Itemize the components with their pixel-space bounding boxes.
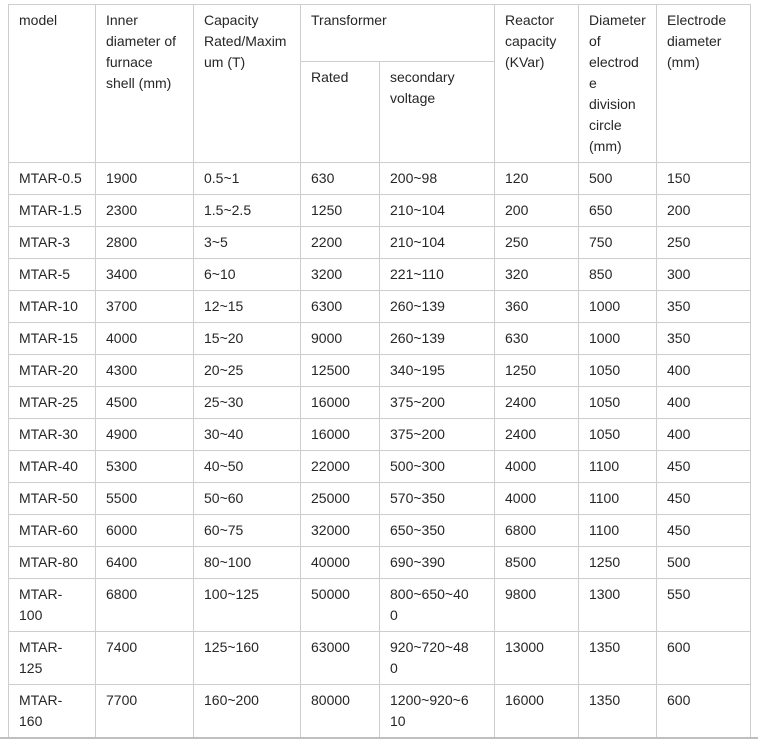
table-cell: 500~300 bbox=[380, 451, 495, 483]
table-cell: MTAR-10 bbox=[9, 291, 96, 323]
table-cell: MTAR-40 bbox=[9, 451, 96, 483]
table-cell: 400 bbox=[657, 419, 751, 451]
table-row bbox=[9, 632, 751, 685]
table-cell: 13000 bbox=[495, 632, 579, 685]
table-cell: 600 bbox=[657, 632, 751, 685]
table-cell: 1250 bbox=[579, 547, 657, 579]
table-cell: 5500 bbox=[96, 483, 194, 515]
table-row bbox=[9, 579, 751, 632]
table-cell: MTAR-160 bbox=[9, 685, 96, 738]
table-cell: 7400 bbox=[96, 632, 194, 685]
table-cell: MTAR-5 bbox=[9, 259, 96, 291]
table-cell: 2400 bbox=[495, 419, 579, 451]
table-cell: 8500 bbox=[495, 547, 579, 579]
table-cell: 1050 bbox=[579, 387, 657, 419]
table-cell: 200 bbox=[495, 195, 579, 227]
table-cell: 375~200 bbox=[380, 387, 495, 419]
table-row bbox=[9, 515, 751, 547]
table-cell: 450 bbox=[657, 483, 751, 515]
table-cell: 1100 bbox=[579, 483, 657, 515]
table-cell: 1250 bbox=[301, 195, 380, 227]
table-cell: 221~110 bbox=[380, 259, 495, 291]
table-cell: 4900 bbox=[96, 419, 194, 451]
table-cell: 800~650~400 bbox=[380, 579, 495, 632]
column-header-transformer-secondary-voltage: secondary voltage bbox=[380, 61, 495, 162]
table-cell: MTAR-30 bbox=[9, 419, 96, 451]
table-cell: 1.5~2.5 bbox=[194, 195, 301, 227]
table-cell: 25000 bbox=[301, 483, 380, 515]
column-header-transformer: Transformer bbox=[301, 5, 495, 62]
table-cell: 12~15 bbox=[194, 291, 301, 323]
table-cell: 1000 bbox=[579, 323, 657, 355]
table-cell: 120 bbox=[495, 163, 579, 195]
table-cell: MTAR-20 bbox=[9, 355, 96, 387]
table-cell: 1350 bbox=[579, 685, 657, 738]
table-cell: MTAR-15 bbox=[9, 323, 96, 355]
table-cell: 210~104 bbox=[380, 227, 495, 259]
table-cell: 650 bbox=[579, 195, 657, 227]
table-cell: MTAR-80 bbox=[9, 547, 96, 579]
table-cell: MTAR-50 bbox=[9, 483, 96, 515]
column-header-transformer-rated: Rated bbox=[301, 61, 380, 162]
table-cell: 600 bbox=[657, 685, 751, 738]
table-cell: 750 bbox=[579, 227, 657, 259]
table-cell: 5300 bbox=[96, 451, 194, 483]
table-cell: 260~139 bbox=[380, 291, 495, 323]
furnace-spec-table bbox=[8, 4, 751, 738]
table-cell: 550 bbox=[657, 579, 751, 632]
table-row bbox=[9, 195, 751, 227]
table-cell: 2800 bbox=[96, 227, 194, 259]
table-cell: 63000 bbox=[301, 632, 380, 685]
table-cell: 3~5 bbox=[194, 227, 301, 259]
table-cell: 80~100 bbox=[194, 547, 301, 579]
table-cell: 350 bbox=[657, 323, 751, 355]
column-header-electrode-division-circle: Diameter of electrode division circle (mm) bbox=[579, 5, 657, 163]
table-row bbox=[9, 227, 751, 259]
table-row bbox=[9, 259, 751, 291]
table-cell: 250 bbox=[657, 227, 751, 259]
table-cell: 350 bbox=[657, 291, 751, 323]
table-cell: 690~390 bbox=[380, 547, 495, 579]
table-cell: 6400 bbox=[96, 547, 194, 579]
table-cell: 1050 bbox=[579, 355, 657, 387]
table-cell: 7700 bbox=[96, 685, 194, 738]
table-cell: 320 bbox=[495, 259, 579, 291]
table-row bbox=[9, 323, 751, 355]
table-cell: 2300 bbox=[96, 195, 194, 227]
table-cell: 850 bbox=[579, 259, 657, 291]
table-row bbox=[9, 451, 751, 483]
table-cell: 1300 bbox=[579, 579, 657, 632]
table-cell: 1250 bbox=[495, 355, 579, 387]
table-cell: 4000 bbox=[495, 483, 579, 515]
column-header-reactor-capacity: Reactor capacity (KVar) bbox=[495, 5, 579, 163]
table-cell: 3700 bbox=[96, 291, 194, 323]
table-cell: 630 bbox=[301, 163, 380, 195]
table-cell: 250 bbox=[495, 227, 579, 259]
table-cell: 22000 bbox=[301, 451, 380, 483]
table-cell: 20~25 bbox=[194, 355, 301, 387]
table-cell: 60~75 bbox=[194, 515, 301, 547]
table-cell: 450 bbox=[657, 515, 751, 547]
table-cell: 16000 bbox=[301, 419, 380, 451]
table-cell: 100~125 bbox=[194, 579, 301, 632]
table-row bbox=[9, 291, 751, 323]
table-cell: 2200 bbox=[301, 227, 380, 259]
table-cell: 200 bbox=[657, 195, 751, 227]
table-cell: MTAR-3 bbox=[9, 227, 96, 259]
table-row bbox=[9, 163, 751, 195]
table-cell: 40~50 bbox=[194, 451, 301, 483]
table-cell: MTAR-25 bbox=[9, 387, 96, 419]
table-cell: 30~40 bbox=[194, 419, 301, 451]
table-cell: 1900 bbox=[96, 163, 194, 195]
table-row bbox=[9, 355, 751, 387]
table-cell: 340~195 bbox=[380, 355, 495, 387]
table-cell: 375~200 bbox=[380, 419, 495, 451]
table-cell: 650~350 bbox=[380, 515, 495, 547]
table-cell: 6800 bbox=[96, 579, 194, 632]
table-cell: MTAR-1.5 bbox=[9, 195, 96, 227]
table-cell: 16000 bbox=[495, 685, 579, 738]
table-cell: 0.5~1 bbox=[194, 163, 301, 195]
table-cell: 300 bbox=[657, 259, 751, 291]
table-cell: 4000 bbox=[96, 323, 194, 355]
table-cell: 6000 bbox=[96, 515, 194, 547]
column-header-capacity: Capacity Rated/Maximum (T) bbox=[194, 5, 301, 163]
table-cell: 50~60 bbox=[194, 483, 301, 515]
table-cell: 9800 bbox=[495, 579, 579, 632]
table-cell: 210~104 bbox=[380, 195, 495, 227]
table-cell: 1050 bbox=[579, 419, 657, 451]
page-bottom-divider bbox=[0, 737, 758, 739]
table-cell: MTAR-125 bbox=[9, 632, 96, 685]
table-cell: 32000 bbox=[301, 515, 380, 547]
table-cell: 630 bbox=[495, 323, 579, 355]
table-cell: 6800 bbox=[495, 515, 579, 547]
table-cell: 570~350 bbox=[380, 483, 495, 515]
table-cell: 1100 bbox=[579, 515, 657, 547]
table-cell: 4300 bbox=[96, 355, 194, 387]
table-cell: 125~160 bbox=[194, 632, 301, 685]
table-cell: 50000 bbox=[301, 579, 380, 632]
table-cell: 500 bbox=[657, 547, 751, 579]
table-cell: 12500 bbox=[301, 355, 380, 387]
column-header-model: model bbox=[9, 5, 96, 163]
column-header-electrode-diameter: Electrode diameter (mm) bbox=[657, 5, 751, 163]
table-row bbox=[9, 483, 751, 515]
table-cell: MTAR-0.5 bbox=[9, 163, 96, 195]
table-cell: 2400 bbox=[495, 387, 579, 419]
table-cell: 1000 bbox=[579, 291, 657, 323]
header-row-top bbox=[9, 5, 751, 62]
table-cell: 1350 bbox=[579, 632, 657, 685]
table-cell: 160~200 bbox=[194, 685, 301, 738]
table-row bbox=[9, 419, 751, 451]
table-cell: 450 bbox=[657, 451, 751, 483]
table-cell: 80000 bbox=[301, 685, 380, 738]
table-cell: 6300 bbox=[301, 291, 380, 323]
table-row bbox=[9, 547, 751, 579]
table-header bbox=[9, 5, 751, 163]
table-cell: 1200~920~610 bbox=[380, 685, 495, 738]
table-cell: 400 bbox=[657, 387, 751, 419]
table-cell: 40000 bbox=[301, 547, 380, 579]
table-cell: 3400 bbox=[96, 259, 194, 291]
table-cell: 200~98 bbox=[380, 163, 495, 195]
table-cell: MTAR-100 bbox=[9, 579, 96, 632]
table-cell: 500 bbox=[579, 163, 657, 195]
table-cell: 25~30 bbox=[194, 387, 301, 419]
table-cell: 16000 bbox=[301, 387, 380, 419]
column-header-inner-diameter: Inner diameter of furnace shell (mm) bbox=[96, 5, 194, 163]
table-cell: 15~20 bbox=[194, 323, 301, 355]
table-cell: 9000 bbox=[301, 323, 380, 355]
table-cell: 400 bbox=[657, 355, 751, 387]
table-row bbox=[9, 685, 751, 738]
table-cell: 150 bbox=[657, 163, 751, 195]
table-cell: 4000 bbox=[495, 451, 579, 483]
table-cell: 1100 bbox=[579, 451, 657, 483]
table-cell: 4500 bbox=[96, 387, 194, 419]
table-cell: 360 bbox=[495, 291, 579, 323]
table-cell: MTAR-60 bbox=[9, 515, 96, 547]
table-cell: 6~10 bbox=[194, 259, 301, 291]
table-cell: 920~720~480 bbox=[380, 632, 495, 685]
table-cell: 3200 bbox=[301, 259, 380, 291]
table-row bbox=[9, 387, 751, 419]
table-cell: 260~139 bbox=[380, 323, 495, 355]
table-body bbox=[9, 163, 751, 738]
